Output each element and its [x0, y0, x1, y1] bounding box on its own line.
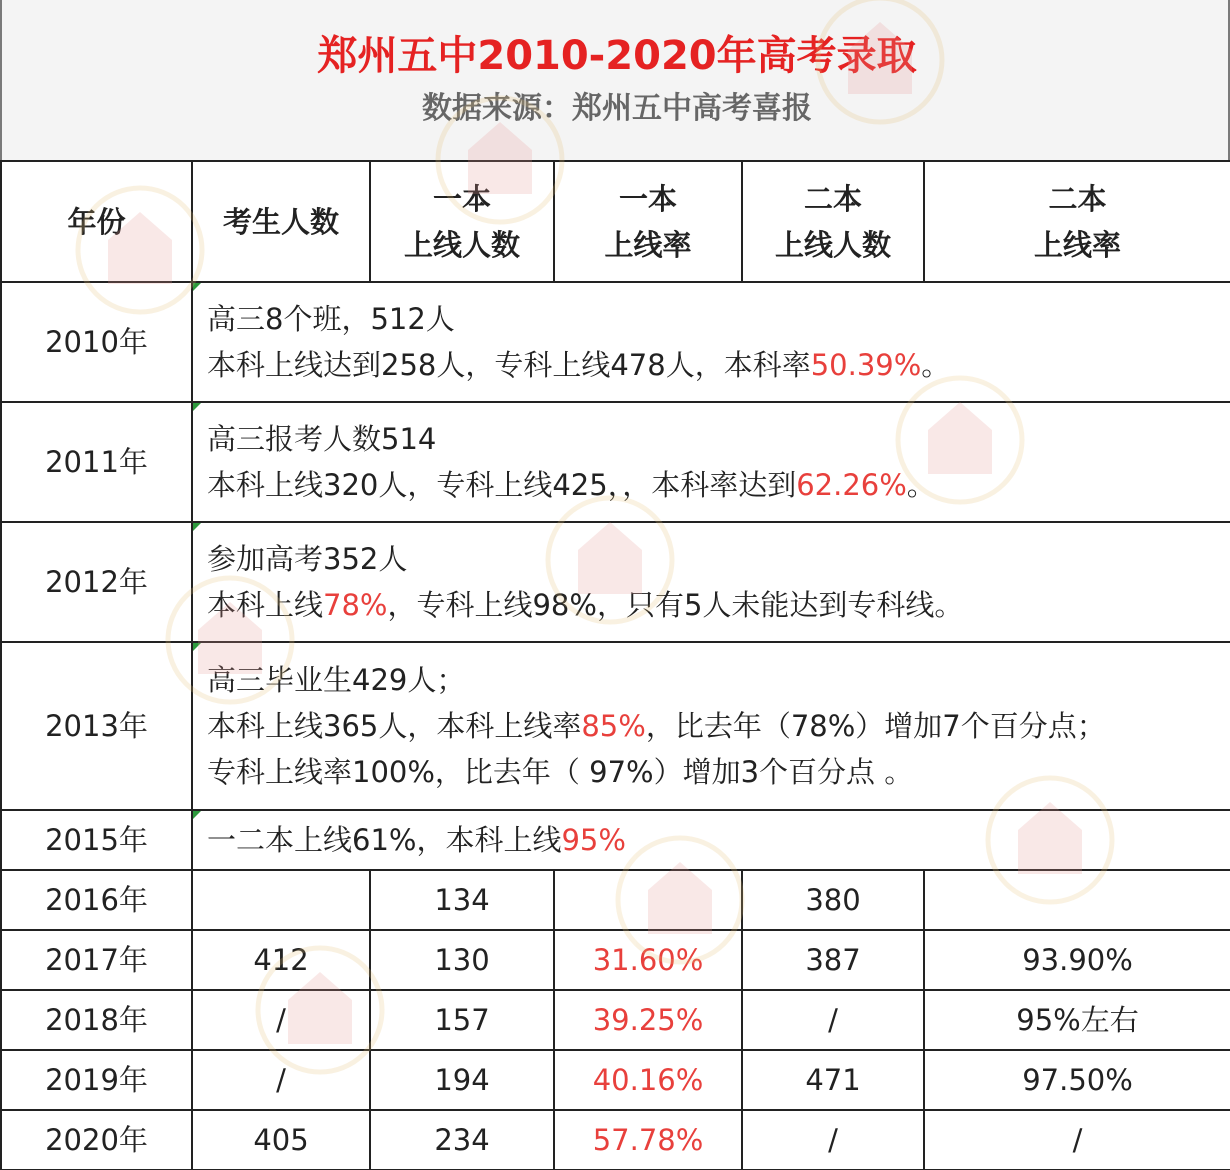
second-tier-rate-cell: 95%左右 — [924, 990, 1230, 1050]
header-cell-second-rate — [924, 161, 1230, 282]
first-tier-count-cell: 130 — [370, 930, 554, 990]
note-line — [207, 703, 1230, 749]
header-first-count-line2: 上线人数 — [403, 227, 520, 262]
header-row — [1, 161, 1230, 282]
note-text: 专科上线率100%，比去年（ 97%）增加3个百分点 。 — [207, 755, 914, 789]
first-tier-rate-cell — [554, 870, 742, 930]
data-row — [1, 1110, 1230, 1170]
highlighted-rate: 62.26% — [796, 468, 907, 502]
second-tier-rate-cell: 97.50% — [924, 1050, 1230, 1110]
note-line — [207, 582, 1230, 628]
title-banner — [0, 0, 1230, 160]
first-tier-count-cell: 157 — [370, 990, 554, 1050]
header-cell-year — [1, 161, 192, 282]
second-tier-rate-cell: 93.90% — [924, 930, 1230, 990]
header-second-rate-line2: 上线率 — [1033, 227, 1121, 262]
note-line — [207, 342, 1230, 388]
year-cell: 2010年 — [1, 282, 192, 402]
note-row — [1, 282, 1230, 402]
note-text: 一二本上线61%，本科上线 — [207, 823, 562, 857]
header-second-count-line1: 二本 — [803, 181, 862, 216]
note-row — [1, 402, 1230, 522]
year-cell: 2018年 — [1, 990, 192, 1050]
second-tier-count-cell: 380 — [742, 870, 924, 930]
data-row — [1, 870, 1230, 930]
second-tier-rate-cell: / — [924, 1110, 1230, 1170]
note-text: 高三毕业生429人； — [207, 663, 466, 697]
first-tier-rate-cell: 57.78% — [554, 1110, 742, 1170]
first-tier-rate-cell: 31.60% — [554, 930, 742, 990]
first-tier-count-cell: 194 — [370, 1050, 554, 1110]
note-line — [207, 416, 1230, 462]
second-tier-count-cell: / — [742, 990, 924, 1050]
header-cell-first-count — [370, 161, 554, 282]
year-cell: 2012年 — [1, 522, 192, 642]
header-first-rate-line1: 一本 — [618, 181, 677, 216]
year-cell: 2011年 — [1, 402, 192, 522]
note-row — [1, 642, 1230, 810]
first-tier-rate-cell: 40.16% — [554, 1050, 742, 1110]
page-title: 郑州五中2010-2020年高考录取 — [317, 33, 917, 79]
highlighted-rate: 50.39% — [810, 348, 922, 382]
examinees-cell: 412 — [192, 930, 370, 990]
header-examinees-label: 考生人数 — [222, 204, 339, 239]
header-cell-second-count — [742, 161, 924, 282]
second-tier-count-cell: / — [742, 1110, 924, 1170]
header-first-count-line1: 一本 — [432, 181, 491, 216]
note-line — [207, 296, 1230, 342]
highlighted-rate: 78% — [323, 588, 388, 622]
first-tier-count-cell: 234 — [370, 1110, 554, 1170]
note-text: 本科上线320人，专科上线425，，本科率达到 — [207, 468, 797, 502]
data-row — [1, 930, 1230, 990]
summary-note-cell — [192, 282, 1230, 402]
header-second-count-line2: 上线人数 — [774, 227, 891, 262]
second-tier-count-cell: 387 — [742, 930, 924, 990]
summary-note-cell — [192, 642, 1230, 810]
second-tier-count-cell: 471 — [742, 1050, 924, 1110]
year-cell: 2015年 — [1, 810, 192, 870]
header-first-rate-line2: 上线率 — [604, 227, 692, 262]
highlighted-rate: 95% — [561, 823, 626, 857]
summary-note-cell — [192, 522, 1230, 642]
note-text: 参加高考352人 — [207, 542, 408, 576]
note-line — [207, 462, 1230, 508]
examinees-cell: / — [192, 1050, 370, 1110]
header-cell-first-rate — [554, 161, 742, 282]
note-text: 本科上线365人，本科上线率 — [207, 709, 582, 743]
second-tier-rate-cell — [924, 870, 1230, 930]
header-year-label: 年份 — [67, 204, 126, 239]
note-text: ，专科上线98%，只有5人未能达到专科线。 — [387, 588, 964, 622]
year-cell: 2016年 — [1, 870, 192, 930]
note-line — [207, 817, 1230, 863]
note-line — [207, 749, 1230, 795]
note-line — [207, 657, 1230, 703]
header-cell-examinees — [192, 161, 370, 282]
note-text: ，比去年（78%）增加7个百分点； — [645, 709, 1106, 743]
first-tier-count-cell: 134 — [370, 870, 554, 930]
highlighted-rate: 85% — [581, 709, 646, 743]
year-cell: 2020年 — [1, 1110, 192, 1170]
note-text: 高三8个班，512人 — [207, 302, 455, 336]
note-text: 。 — [921, 348, 951, 382]
examinees-cell: 405 — [192, 1110, 370, 1170]
data-source-subtitle: 数据来源：郑州五中高考喜报 — [422, 91, 812, 126]
note-text: 本科上线达到258人，专科上线478人，本科率 — [207, 348, 811, 382]
year-cell: 2017年 — [1, 930, 192, 990]
data-row — [1, 1050, 1230, 1110]
summary-note-cell — [192, 810, 1230, 870]
note-text: 。 — [906, 468, 936, 502]
first-tier-rate-cell: 39.25% — [554, 990, 742, 1050]
year-cell: 2013年 — [1, 642, 192, 810]
data-row — [1, 990, 1230, 1050]
note-text: 本科上线 — [207, 588, 324, 622]
admission-table — [0, 160, 1230, 1170]
header-second-rate-line1: 二本 — [1048, 181, 1107, 216]
note-text: 高三报考人数514 — [207, 422, 437, 456]
note-row — [1, 810, 1230, 870]
note-row — [1, 522, 1230, 642]
note-line — [207, 536, 1230, 582]
year-cell: 2019年 — [1, 1050, 192, 1110]
examinees-cell — [192, 870, 370, 930]
examinees-cell: / — [192, 990, 370, 1050]
summary-note-cell — [192, 402, 1230, 522]
